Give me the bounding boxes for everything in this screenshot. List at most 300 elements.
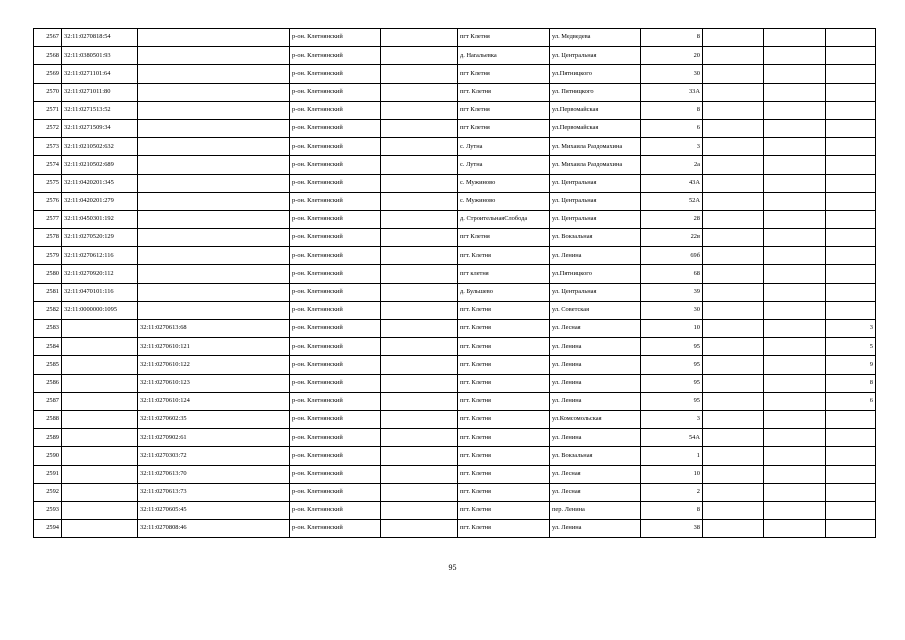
empty-cell: [381, 229, 458, 247]
empty-cell: [703, 338, 764, 356]
cadastral-number-primary: 32:11:0270612:116: [62, 247, 138, 265]
cadastral-number-primary: [62, 447, 138, 465]
settlement-cell: с. Лутна: [458, 156, 550, 174]
empty-cell: [381, 265, 458, 283]
settlement-cell: пгт. Клетня: [458, 301, 550, 319]
house-number-cell: 2а: [641, 156, 703, 174]
apartment-cell: [826, 410, 876, 428]
cadastral-number-primary: 32:11:0270818:54: [62, 29, 138, 47]
cadastral-number-primary: 32:11:0270920:112: [62, 265, 138, 283]
street-cell: ул. Ленина: [550, 520, 641, 538]
settlement-cell: пгт. Клетня: [458, 520, 550, 538]
row-number: 2574: [34, 156, 62, 174]
district-cell: р-он. Клетнянский: [290, 483, 381, 501]
cadastral-number-primary: 32:11:0420201:279: [62, 192, 138, 210]
apartment-cell: [826, 447, 876, 465]
apartment-cell: [826, 210, 876, 228]
empty-cell: [381, 283, 458, 301]
house-number-cell: 3: [641, 138, 703, 156]
empty-cell: [764, 483, 826, 501]
apartment-cell: [826, 174, 876, 192]
district-cell: р-он. Клетнянский: [290, 156, 381, 174]
house-number-cell: 6: [641, 119, 703, 137]
cadastral-number-secondary: 32:11:0270613:73: [138, 483, 290, 501]
empty-cell: [381, 465, 458, 483]
cadastral-number-secondary: [138, 83, 290, 101]
cadastral-number-primary: [62, 374, 138, 392]
apartment-cell: [826, 156, 876, 174]
house-number-cell: 3: [641, 410, 703, 428]
street-cell: ул. Центральная: [550, 174, 641, 192]
cadastral-number-primary: 32:11:0380501:93: [62, 47, 138, 65]
row-number: 2571: [34, 101, 62, 119]
district-cell: р-он. Клетнянский: [290, 29, 381, 47]
house-number-cell: 54А: [641, 429, 703, 447]
empty-cell: [703, 138, 764, 156]
empty-cell: [764, 247, 826, 265]
apartment-cell: [826, 283, 876, 301]
house-number-cell: 2: [641, 483, 703, 501]
row-number: 2583: [34, 320, 62, 338]
street-cell: ул. Ленина: [550, 356, 641, 374]
empty-cell: [764, 174, 826, 192]
cadastral-number-secondary: [138, 119, 290, 137]
apartment-cell: [826, 465, 876, 483]
cadastral-number-secondary: [138, 265, 290, 283]
row-number: 2592: [34, 483, 62, 501]
row-number: 2569: [34, 65, 62, 83]
cadastral-number-primary: 32:11:0271509:34: [62, 119, 138, 137]
empty-cell: [764, 301, 826, 319]
row-number: 2587: [34, 392, 62, 410]
empty-cell: [764, 83, 826, 101]
house-number-cell: 38: [641, 520, 703, 538]
settlement-cell: пгт. Клетня: [458, 374, 550, 392]
row-number: 2580: [34, 265, 62, 283]
empty-cell: [381, 174, 458, 192]
table-row: [34, 192, 876, 210]
empty-cell: [764, 65, 826, 83]
table-row: [34, 320, 876, 338]
row-number: 2594: [34, 520, 62, 538]
empty-cell: [381, 47, 458, 65]
table-row: [34, 265, 876, 283]
house-number-cell: 8: [641, 501, 703, 519]
cadastral-number-primary: 32:11:0270520:129: [62, 229, 138, 247]
settlement-cell: д. СтроительнаяСлобода: [458, 210, 550, 228]
district-cell: р-он. Клетнянский: [290, 65, 381, 83]
street-cell: ул. Лесная: [550, 465, 641, 483]
table-row: [34, 47, 876, 65]
row-number: 2567: [34, 29, 62, 47]
apartment-cell: 6: [826, 392, 876, 410]
cadastral-number-secondary: [138, 47, 290, 65]
house-number-cell: 68: [641, 265, 703, 283]
registry-table: [33, 28, 876, 538]
street-cell: ул. Вокзальная: [550, 447, 641, 465]
district-cell: р-он. Клетнянский: [290, 47, 381, 65]
empty-cell: [381, 247, 458, 265]
settlement-cell: с. Мужиново: [458, 192, 550, 210]
apartment-cell: [826, 483, 876, 501]
cadastral-number-secondary: 32:11:0270605:45: [138, 501, 290, 519]
apartment-cell: [826, 65, 876, 83]
empty-cell: [764, 465, 826, 483]
house-number-cell: 95: [641, 374, 703, 392]
house-number-cell: 33А: [641, 83, 703, 101]
district-cell: р-он. Клетнянский: [290, 138, 381, 156]
apartment-cell: [826, 47, 876, 65]
empty-cell: [381, 356, 458, 374]
empty-cell: [703, 247, 764, 265]
empty-cell: [381, 29, 458, 47]
empty-cell: [764, 119, 826, 137]
apartment-cell: 8: [826, 374, 876, 392]
row-number: 2584: [34, 338, 62, 356]
settlement-cell: пгт. Клетня: [458, 338, 550, 356]
cadastral-number-primary: [62, 392, 138, 410]
table-row: [34, 65, 876, 83]
table-row: [34, 465, 876, 483]
cadastral-number-secondary: 32:11:0270808:46: [138, 520, 290, 538]
district-cell: р-он. Клетнянский: [290, 429, 381, 447]
row-number: 2590: [34, 447, 62, 465]
apartment-cell: [826, 101, 876, 119]
street-cell: ул. Лесная: [550, 483, 641, 501]
settlement-cell: пгт Клетня: [458, 101, 550, 119]
table-body: [34, 29, 876, 538]
table-row: [34, 429, 876, 447]
cadastral-number-secondary: 32:11:0270610:123: [138, 374, 290, 392]
settlement-cell: пгт. Клетня: [458, 429, 550, 447]
house-number-cell: 52А: [641, 192, 703, 210]
table-row: [34, 83, 876, 101]
street-cell: ул. Ленина: [550, 392, 641, 410]
cadastral-number-primary: [62, 410, 138, 428]
apartment-cell: [826, 119, 876, 137]
district-cell: р-он. Клетнянский: [290, 174, 381, 192]
table-row: [34, 210, 876, 228]
house-number-cell: 8: [641, 101, 703, 119]
district-cell: р-он. Клетнянский: [290, 410, 381, 428]
house-number-cell: 10: [641, 320, 703, 338]
empty-cell: [703, 210, 764, 228]
district-cell: р-он. Клетнянский: [290, 247, 381, 265]
empty-cell: [381, 192, 458, 210]
empty-cell: [381, 483, 458, 501]
empty-cell: [703, 520, 764, 538]
apartment-cell: [826, 83, 876, 101]
district-cell: р-он. Клетнянский: [290, 320, 381, 338]
row-number: 2586: [34, 374, 62, 392]
empty-cell: [381, 210, 458, 228]
empty-cell: [381, 119, 458, 137]
empty-cell: [703, 501, 764, 519]
cadastral-number-secondary: [138, 101, 290, 119]
empty-cell: [703, 47, 764, 65]
cadastral-number-primary: [62, 465, 138, 483]
district-cell: р-он. Клетнянский: [290, 520, 381, 538]
table-row: [34, 119, 876, 137]
empty-cell: [764, 47, 826, 65]
row-number: 2579: [34, 247, 62, 265]
empty-cell: [703, 465, 764, 483]
cadastral-number-primary: 32:11:0420201:345: [62, 174, 138, 192]
street-cell: ул. Лесная: [550, 320, 641, 338]
table-row: [34, 392, 876, 410]
table-row: [34, 410, 876, 428]
cadastral-number-secondary: 32:11:0270610:124: [138, 392, 290, 410]
street-cell: ул.Комсомольская: [550, 410, 641, 428]
settlement-cell: пгт клетня: [458, 265, 550, 283]
empty-cell: [764, 265, 826, 283]
empty-cell: [703, 65, 764, 83]
empty-cell: [764, 283, 826, 301]
table-row: [34, 338, 876, 356]
street-cell: ул.Пятницкого: [550, 265, 641, 283]
row-number: 2591: [34, 465, 62, 483]
empty-cell: [764, 374, 826, 392]
table-row: [34, 138, 876, 156]
empty-cell: [381, 520, 458, 538]
empty-cell: [381, 447, 458, 465]
row-number: 2577: [34, 210, 62, 228]
empty-cell: [703, 447, 764, 465]
cadastral-number-secondary: [138, 283, 290, 301]
empty-cell: [703, 429, 764, 447]
empty-cell: [703, 29, 764, 47]
cadastral-number-primary: 32:11:0271011:80: [62, 83, 138, 101]
street-cell: ул. Ленина: [550, 374, 641, 392]
district-cell: р-он. Клетнянский: [290, 119, 381, 137]
table-row: [34, 520, 876, 538]
settlement-cell: с. Лутна: [458, 138, 550, 156]
row-number: 2588: [34, 410, 62, 428]
row-number: 2576: [34, 192, 62, 210]
cadastral-number-primary: 32:11:0000000:1095: [62, 301, 138, 319]
district-cell: р-он. Клетнянский: [290, 338, 381, 356]
house-number-cell: 20: [641, 47, 703, 65]
settlement-cell: пгт. Клетня: [458, 83, 550, 101]
settlement-cell: с. Мужиново: [458, 174, 550, 192]
table-row: [34, 301, 876, 319]
row-number: 2578: [34, 229, 62, 247]
street-cell: ул. Центральная: [550, 47, 641, 65]
settlement-cell: пгт. Клетня: [458, 465, 550, 483]
district-cell: р-он. Клетнянский: [290, 229, 381, 247]
house-number-cell: 95: [641, 356, 703, 374]
house-number-cell: 8: [641, 29, 703, 47]
table-row: [34, 101, 876, 119]
street-cell: ул. Ленина: [550, 338, 641, 356]
cadastral-number-secondary: [138, 229, 290, 247]
row-number: 2581: [34, 283, 62, 301]
street-cell: ул. Медведева: [550, 29, 641, 47]
cadastral-number-secondary: [138, 29, 290, 47]
apartment-cell: [826, 520, 876, 538]
table-row: [34, 501, 876, 519]
cadastral-number-secondary: 32:11:0270602:35: [138, 410, 290, 428]
cadastral-number-primary: [62, 356, 138, 374]
street-cell: ул. Советская: [550, 301, 641, 319]
empty-cell: [764, 392, 826, 410]
apartment-cell: [826, 29, 876, 47]
district-cell: р-он. Клетнянский: [290, 301, 381, 319]
table-row: [34, 29, 876, 47]
empty-cell: [703, 174, 764, 192]
empty-cell: [703, 83, 764, 101]
empty-cell: [381, 156, 458, 174]
cadastral-number-secondary: 32:11:0270902:61: [138, 429, 290, 447]
cadastral-number-secondary: [138, 65, 290, 83]
table-row: [34, 356, 876, 374]
settlement-cell: пгт Клетня: [458, 229, 550, 247]
row-number: 2572: [34, 119, 62, 137]
street-cell: ул. Ленина: [550, 247, 641, 265]
apartment-cell: 5: [826, 338, 876, 356]
empty-cell: [764, 338, 826, 356]
cadastral-number-secondary: [138, 174, 290, 192]
empty-cell: [703, 356, 764, 374]
district-cell: р-он. Клетнянский: [290, 210, 381, 228]
district-cell: р-он. Клетнянский: [290, 374, 381, 392]
empty-cell: [764, 192, 826, 210]
empty-cell: [703, 265, 764, 283]
cadastral-number-secondary: 32:11:0270613:68: [138, 320, 290, 338]
street-cell: ул. Центральная: [550, 192, 641, 210]
empty-cell: [703, 410, 764, 428]
settlement-cell: д. Бульшево: [458, 283, 550, 301]
cadastral-number-secondary: 32:11:0270303:72: [138, 447, 290, 465]
apartment-cell: [826, 265, 876, 283]
empty-cell: [703, 301, 764, 319]
row-number: 2585: [34, 356, 62, 374]
table-row: [34, 483, 876, 501]
empty-cell: [764, 410, 826, 428]
row-number: 2582: [34, 301, 62, 319]
cadastral-number-secondary: [138, 301, 290, 319]
apartment-cell: [826, 247, 876, 265]
street-cell: ул. Михаила Раздомахина: [550, 156, 641, 174]
apartment-cell: [826, 301, 876, 319]
cadastral-number-primary: 32:11:0450301:192: [62, 210, 138, 228]
house-number-cell: 22в: [641, 229, 703, 247]
table-row: [34, 174, 876, 192]
empty-cell: [764, 29, 826, 47]
house-number-cell: 10: [641, 465, 703, 483]
empty-cell: [703, 320, 764, 338]
street-cell: ул. Пятницкого: [550, 83, 641, 101]
empty-cell: [764, 101, 826, 119]
house-number-cell: 69б: [641, 247, 703, 265]
empty-cell: [381, 374, 458, 392]
street-cell: ул.Первомайская: [550, 119, 641, 137]
empty-cell: [381, 301, 458, 319]
district-cell: р-он. Клетнянский: [290, 465, 381, 483]
empty-cell: [381, 83, 458, 101]
empty-cell: [703, 392, 764, 410]
empty-cell: [381, 65, 458, 83]
cadastral-number-primary: 32:11:0210502:632: [62, 138, 138, 156]
apartment-cell: [826, 229, 876, 247]
street-cell: ул. Ленина: [550, 429, 641, 447]
row-number: 2568: [34, 47, 62, 65]
apartment-cell: [826, 501, 876, 519]
apartment-cell: 3: [826, 320, 876, 338]
street-cell: пер. Ленина: [550, 501, 641, 519]
empty-cell: [764, 210, 826, 228]
table-row: [34, 229, 876, 247]
house-number-cell: 43А: [641, 174, 703, 192]
district-cell: р-он. Клетнянский: [290, 265, 381, 283]
empty-cell: [381, 429, 458, 447]
empty-cell: [703, 374, 764, 392]
empty-cell: [764, 229, 826, 247]
district-cell: р-он. Клетнянский: [290, 392, 381, 410]
cadastral-number-primary: [62, 483, 138, 501]
row-number: 2593: [34, 501, 62, 519]
cadastral-number-secondary: 32:11:0270610:122: [138, 356, 290, 374]
table-row: [34, 156, 876, 174]
empty-cell: [703, 229, 764, 247]
settlement-cell: д. Harальевка: [458, 47, 550, 65]
district-cell: р-он. Клетнянский: [290, 283, 381, 301]
empty-cell: [764, 429, 826, 447]
cadastral-number-primary: [62, 501, 138, 519]
cadastral-number-secondary: [138, 247, 290, 265]
cadastral-number-primary: [62, 429, 138, 447]
row-number: 2589: [34, 429, 62, 447]
house-number-cell: 30: [641, 301, 703, 319]
empty-cell: [764, 138, 826, 156]
empty-cell: [381, 320, 458, 338]
empty-cell: [764, 501, 826, 519]
district-cell: р-он. Клетнянский: [290, 83, 381, 101]
district-cell: р-он. Клетнянский: [290, 501, 381, 519]
settlement-cell: пгт. Клетня: [458, 447, 550, 465]
empty-cell: [703, 119, 764, 137]
street-cell: ул.Первомайская: [550, 101, 641, 119]
row-number: 2575: [34, 174, 62, 192]
house-number-cell: 39: [641, 283, 703, 301]
apartment-cell: [826, 429, 876, 447]
empty-cell: [703, 283, 764, 301]
cadastral-number-secondary: [138, 210, 290, 228]
house-number-cell: 1: [641, 447, 703, 465]
street-cell: ул. Центральная: [550, 283, 641, 301]
cadastral-number-primary: 32:11:0271101:64: [62, 65, 138, 83]
empty-cell: [703, 101, 764, 119]
row-number: 2573: [34, 138, 62, 156]
street-cell: ул. Михаила Раздомахина: [550, 138, 641, 156]
table-row: [34, 283, 876, 301]
table-row: [34, 374, 876, 392]
cadastral-number-secondary: [138, 156, 290, 174]
apartment-cell: 9: [826, 356, 876, 374]
table-row: [34, 447, 876, 465]
settlement-cell: пгт. Клетня: [458, 247, 550, 265]
district-cell: р-он. Клетнянский: [290, 192, 381, 210]
settlement-cell: пгт. Клетня: [458, 501, 550, 519]
street-cell: ул. Центральная: [550, 210, 641, 228]
cadastral-number-primary: [62, 520, 138, 538]
cadastral-number-primary: [62, 320, 138, 338]
empty-cell: [703, 156, 764, 174]
street-cell: ул.Пятницкого: [550, 65, 641, 83]
district-cell: р-он. Клетнянский: [290, 447, 381, 465]
empty-cell: [764, 156, 826, 174]
settlement-cell: пгт Клетня: [458, 29, 550, 47]
